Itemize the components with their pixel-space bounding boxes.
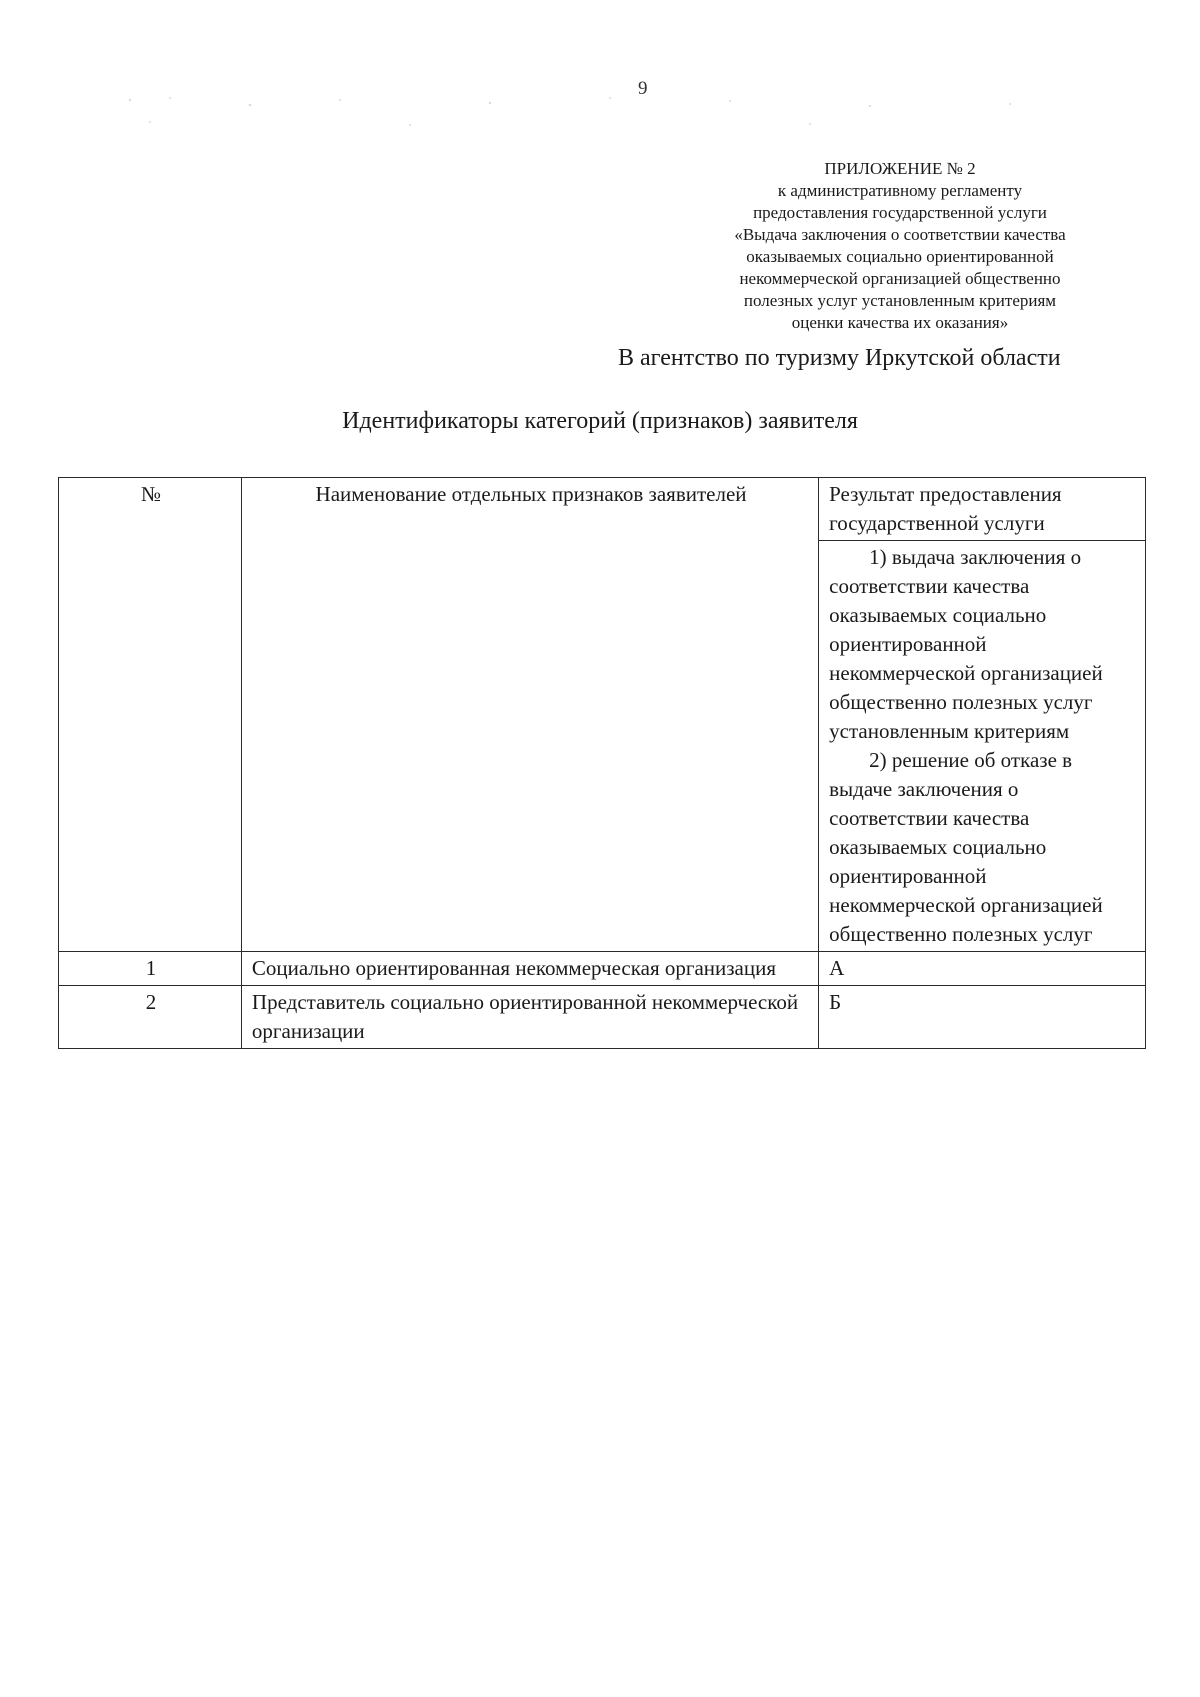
appendix-line: оценки качества их оказания» <box>791 313 1009 332</box>
appendix-line: некоммерческой организацией общественно <box>739 269 1061 288</box>
row-code: Б <box>819 986 1146 1049</box>
appendix-line: к административному регламенту <box>777 181 1023 200</box>
row-number: 1 <box>59 952 242 986</box>
table-row <box>59 986 1146 1049</box>
table-header-row <box>59 478 1146 541</box>
table-row <box>59 952 1146 986</box>
row-code: А <box>819 952 1146 986</box>
appendix-line: оказываемых социально ориентированной <box>746 247 1054 266</box>
document-title: Идентификаторы категорий (признаков) заявителя <box>342 408 858 434</box>
result-item: 2) решение об отказе в выдаче заключения о соответствии качества оказываемых социально ориентированной некоммерческой организацией общественно полезных услуг <box>829 748 1103 946</box>
header-number: № <box>59 478 242 952</box>
row-name: Представитель социально ориентированной некоммерческой организации <box>241 986 818 1049</box>
results-cell <box>819 541 1146 952</box>
header-result: Результат предоставления государственной услуги <box>819 478 1146 541</box>
header-name: Наименование отдельных признаков заявителей <box>241 478 818 952</box>
row-name: Социально ориентированная некоммерческая организация <box>241 952 818 986</box>
appendix-title: ПРИЛОЖЕНИЕ № 2 <box>824 159 976 178</box>
appendix-line: «Выдача заключения о соответствии качества <box>734 225 1066 244</box>
scan-noise <box>110 70 1070 140</box>
result-item: 1) выдача заключения о соответствии качества оказываемых социально ориентированной некоммерческой организацией общественно полезных услуг установленным критериям <box>829 545 1103 743</box>
identifiers-table <box>58 477 1146 1049</box>
addressee: В агентство по туризму Иркутской области <box>618 345 1061 371</box>
appendix-line: полезных услуг установленным критериям <box>743 291 1057 310</box>
appendix-line: предоставления государственной услуги <box>753 203 1047 222</box>
appendix-header <box>690 158 1110 334</box>
page-number: 9 <box>638 78 648 99</box>
row-number: 2 <box>59 986 242 1049</box>
